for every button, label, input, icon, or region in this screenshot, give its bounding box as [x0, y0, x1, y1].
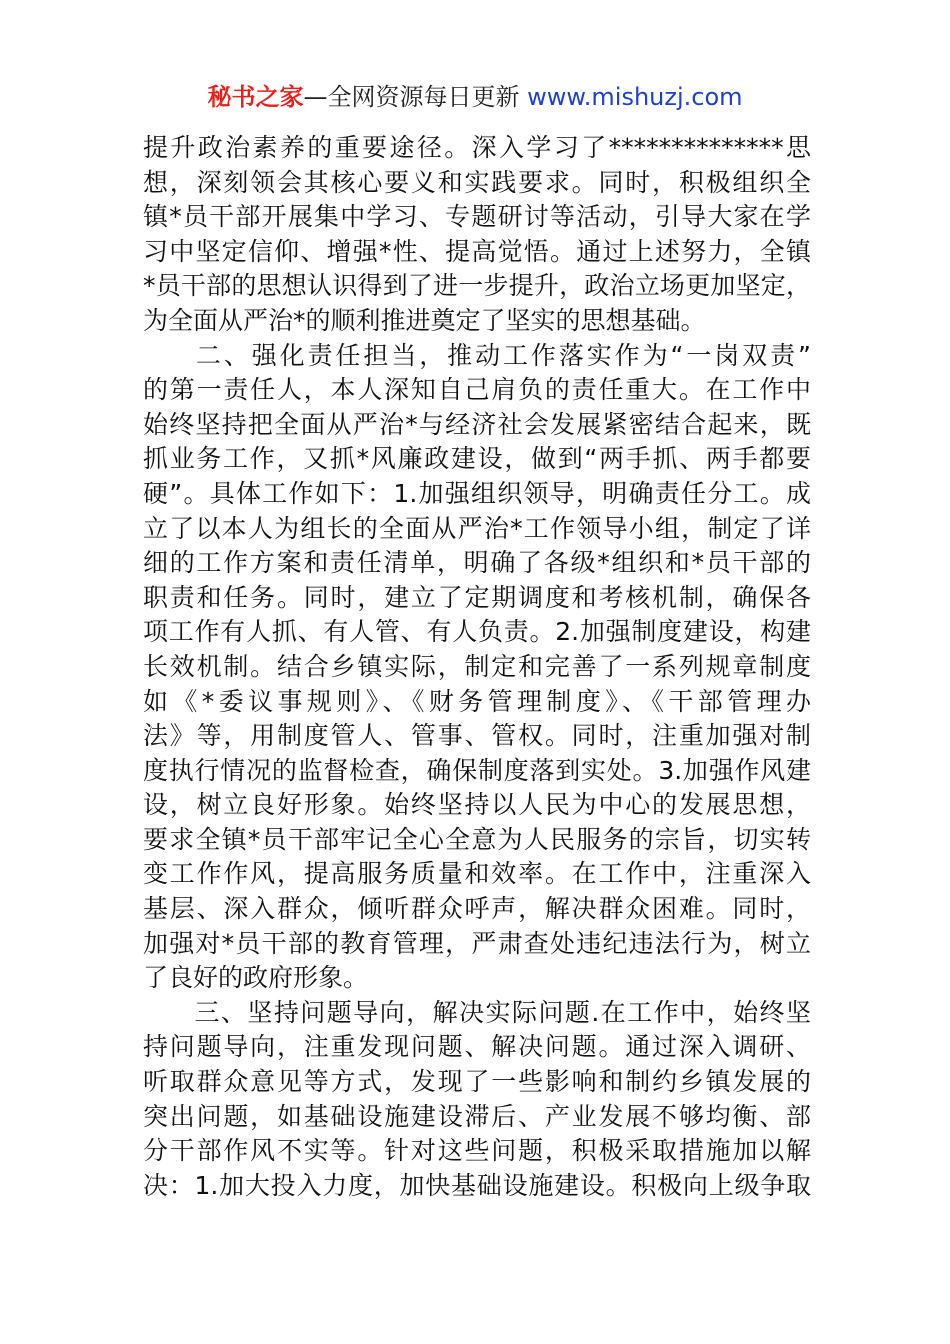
text-line: 听取群众意见等方式，发现了一些影响和制约乡镇发展的 — [143, 1067, 811, 1097]
text-line: 立了以本人为组长的全面从严治*工作领导小组，制定了详 — [143, 513, 811, 543]
site-url-link[interactable]: www.mishuzj.com — [527, 83, 743, 111]
text-line: 职责和任务。同时，建立了定期调度和考核机制，确保各 — [143, 582, 811, 612]
text-line: 分干部作风不实等。针对这些问题，积极采取措施加以解 — [143, 1136, 811, 1166]
text-line: 基层、深入群众，倾听群众呼声，解决群众困难。同时， — [143, 894, 811, 924]
text-line: 法》等，用制度管人、管事、管权。同时，注重加强对制 — [143, 721, 811, 751]
text-line: 要求全镇*员干部牢记全心全意为人民服务的宗旨，切实转 — [143, 824, 811, 854]
text-line: 的第一责任人，本人深知自己肩负的责任重大。在工作中 — [143, 375, 811, 405]
text-line: 硬”。具体工作如下：1.加强组织领导，明确责任分工。成 — [143, 478, 811, 508]
text-line: 项工作有人抓、有人管、有人负责。2.加强制度建设，构建 — [143, 617, 811, 647]
paragraph-start-line — [143, 996, 811, 1031]
text-line: 了良好的政府形象。 — [143, 963, 369, 993]
text-line: 长效机制。结合乡镇实际，制定和完善了一系列规章制度 — [143, 651, 811, 681]
text-line: 突出问题，如基础设施建设滞后、产业发展不够均衡、部 — [143, 1101, 811, 1131]
text-line: 加强对*员干部的教育管理，严肃查处违纪违法行为，树立 — [143, 928, 811, 958]
text-line: 始终坚持把全面从严治*与经济社会发展紧密结合起来，既 — [143, 409, 811, 439]
header-tagline: —全网资源每日更新 — [303, 83, 520, 111]
text-line: 度执行情况的监督检查，确保制度落到实处。3.加强作风建 — [143, 755, 811, 785]
text-line: 变工作作风，提高服务质量和效率。在工作中，注重深入 — [143, 859, 811, 889]
text-line: 设，树立良好形象。始终坚持以人民为中心的发展思想， — [143, 790, 811, 820]
site-header — [0, 80, 950, 114]
text-line: 抓业务工作，又抓*风廉政建设，做到“两手抓、两手都要 — [143, 444, 811, 474]
text-line: 习中坚定信仰、增强*性、提高觉悟。通过上述努力，全镇 — [143, 236, 811, 266]
document-body — [143, 131, 811, 1203]
text-line: *员干部的思想认识得到了进一步提升，政治立场更加坚定， — [143, 271, 811, 301]
brand-name: 秘书之家 — [207, 83, 304, 111]
text-line: 镇*员干部开展集中学习、专题研讨等活动，引导大家在学 — [143, 202, 811, 232]
paragraph-start-line — [143, 339, 811, 374]
text-line: 决：1.加大投入力度，加快基础设施建设。积极向上级争取 — [143, 1170, 811, 1200]
text-line: 为全面从严治*的顺利推进奠定了坚实的思想基础。 — [143, 305, 706, 335]
text-line: 想，深刻领会其核心要义和实践要求。同时，积极组织全 — [143, 167, 811, 197]
text-line: 持问题导向，注重发现问题、解决问题。通过深入调研、 — [143, 1032, 811, 1062]
text-line: 二、强化责任担当，推动工作落实作为“一岗双责” — [193, 340, 811, 370]
text-line: 如《*委议事规则》、《财务管理制度》、《干部管理办 — [143, 686, 811, 716]
text-line: 提升政治素养的重要途径。深入学习了**************思 — [143, 133, 811, 162]
text-line: 三、坚持问题导向，解决实际问题.在工作中，始终坚 — [193, 997, 811, 1027]
text-line: 细的工作方案和责任清单，明确了各级*组织和*员干部的 — [143, 548, 811, 578]
